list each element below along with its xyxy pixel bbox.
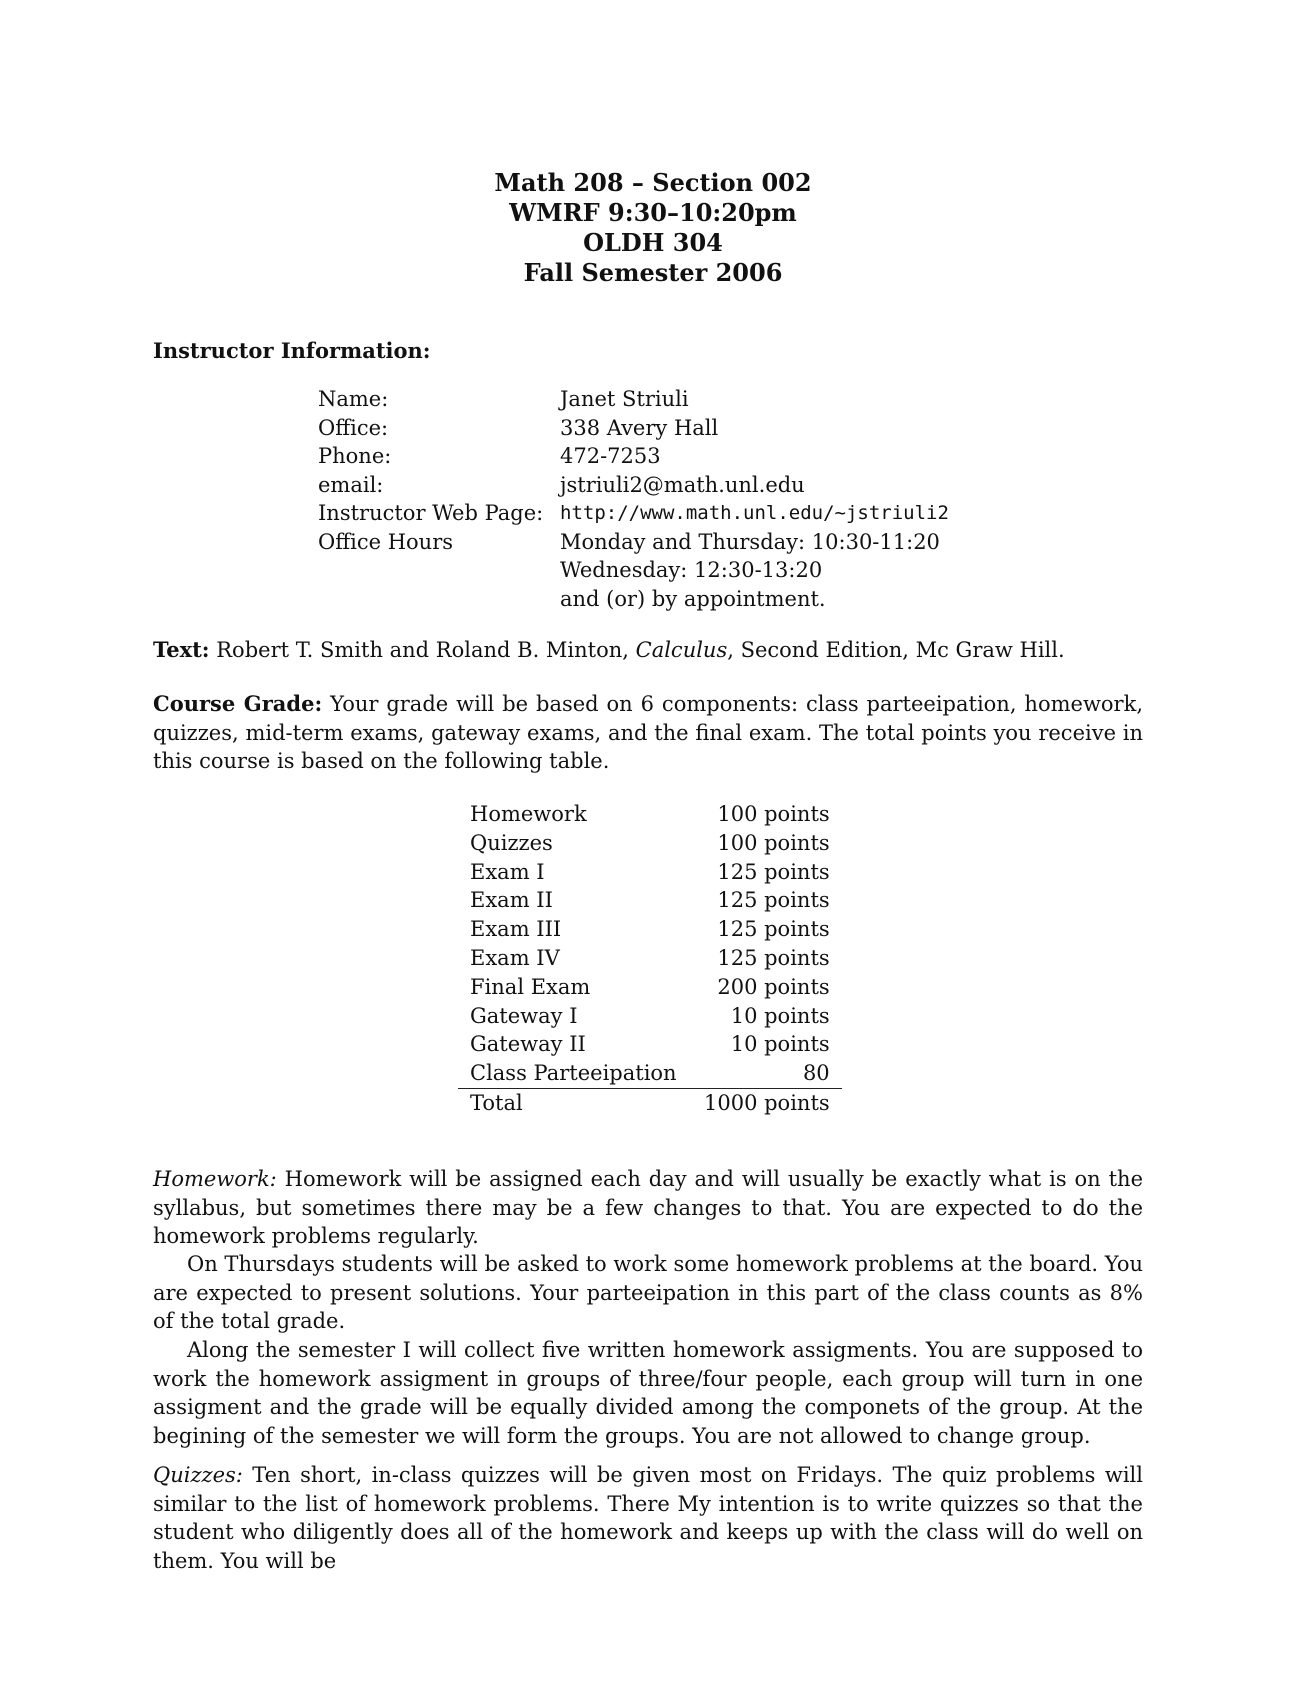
info-row-name: [318, 385, 949, 414]
grade-row: [458, 944, 842, 973]
textbook-authors: Robert T. Smith and Roland B. Minton,: [209, 638, 636, 662]
grade-total-row: [458, 1088, 842, 1117]
grade-total-points: 1000 points: [692, 1088, 842, 1117]
grade-row: [458, 1030, 842, 1059]
homework-paragraph: [153, 1165, 1143, 1251]
homework-groups-paragraph: Along the semester I will collect five written homework assigments. You are supposed to work the homework assigment in groups of three/four people, each group will turn in one assigment and the grade will be equally divided among the componets of the group. At the begining of the semester we will form the groups. You are not allowed to change group.: [153, 1338, 1143, 1448]
grade-points: 200 points: [717, 974, 830, 999]
info-label: [318, 585, 560, 614]
info-value-url[interactable]: http://www.math.unl.edu/~jstriuli2: [560, 502, 949, 524]
grade-row: [458, 1059, 842, 1088]
info-value: Janet Striuli: [560, 387, 689, 411]
info-row-web-page: [318, 499, 949, 528]
textbook-label: Text:: [153, 637, 210, 662]
info-value: 472-7253: [560, 444, 661, 468]
course-grade-paragraph: [153, 690, 1143, 776]
grade-points: 125 points: [717, 888, 830, 913]
grade-item: Quizzes: [470, 830, 553, 855]
info-label: Office Hours: [318, 529, 454, 554]
info-label: [318, 556, 560, 585]
grade-row: [458, 800, 842, 829]
course-grade-body: Your grade will be based on 6 components: class parteeipation, homework, quizzes, mid-term exams, gateway exams, and the final exam. The total points you receive in this course is based on the following table.: [153, 692, 1143, 773]
info-row-office-hours-2: [318, 556, 949, 585]
grade-item: Homework: [470, 802, 587, 826]
grade-row: [458, 858, 842, 887]
grade-row: [458, 886, 842, 915]
course-semester: Fall Semester 2006: [523, 258, 783, 287]
quizzes-body: Ten short, in-class quizzes will be given most on Fridays. The quiz problems will similar to the list of homework problems. There My intention is to write quizzes so that the student who diligently does all of the homework and keeps up with the class will do well on them. You will be: [153, 1463, 1143, 1573]
grade-points: 125 points: [717, 859, 830, 884]
info-label: Instructor Web Page:: [318, 501, 544, 525]
info-label: Name:: [318, 387, 389, 411]
grade-points: 125 points: [717, 917, 830, 942]
course-schedule: WMRF 9:30–10:20pm: [509, 198, 797, 227]
course-header: [0, 168, 1306, 288]
grade-points: 10 points: [730, 1003, 830, 1028]
course-grade-label: Course Grade:: [153, 691, 323, 716]
textbook-paragraph: [153, 636, 1143, 665]
instructor-heading: Instructor Information:: [153, 338, 431, 363]
quizzes-label: Quizzes:: [153, 1463, 243, 1487]
grade-total-label: Total: [458, 1088, 692, 1117]
info-value: 338 Avery Hall: [560, 415, 719, 440]
grade-points: 100 points: [717, 802, 830, 826]
textbook-title: Calculus: [635, 638, 728, 662]
grade-item: Gateway I: [470, 1003, 578, 1028]
grade-points: 10 points: [730, 1032, 830, 1057]
homework-label: Homework:: [153, 1167, 277, 1191]
info-label: email:: [318, 472, 384, 497]
info-row-phone: [318, 442, 949, 471]
grade-item: Final Exam: [470, 974, 591, 999]
info-value: Wednesday: 12:30-13:20: [560, 558, 823, 582]
info-row-office-hours: [318, 528, 949, 557]
textbook-edition: , Second Edition, Mc Graw Hill.: [727, 638, 1065, 662]
grade-row: [458, 973, 842, 1002]
info-row-office: [318, 414, 949, 443]
info-value-email[interactable]: jstriuli2@math.unl.edu: [560, 472, 805, 497]
grade-table: [458, 800, 842, 1118]
info-row-office-hours-3: [318, 585, 949, 614]
grade-row: [458, 829, 842, 858]
grade-item: Exam III: [470, 917, 562, 942]
course-room: OLDH 304: [583, 228, 723, 257]
grade-item: Gateway II: [470, 1032, 586, 1057]
grade-item: Class Parteeipation: [470, 1061, 677, 1086]
info-label: Phone:: [318, 444, 392, 468]
info-value: and (or) by appointment.: [560, 586, 826, 611]
info-row-email: [318, 471, 949, 500]
homework-body: Homework will be assigned each day and will usually be exactly what is on the syllabus, but sometimes there may be a few changes to that. You are expected to do the homework problems regularly.: [153, 1167, 1143, 1248]
grade-item: Exam IV: [470, 945, 560, 970]
instructor-info-table: [318, 385, 949, 613]
course-title: Math 208 – Section 002: [494, 168, 812, 197]
info-label: Office:: [318, 415, 389, 440]
homework-board-paragraph: On Thursdays students will be asked to work some homework problems at the board. You are expected to present solutions. Your parteeipation in this part of the class counts as 8% of the total grade.: [153, 1252, 1143, 1333]
quizzes-paragraph: [153, 1461, 1143, 1575]
grade-row: [458, 1002, 842, 1031]
grade-points: 125 points: [717, 945, 830, 970]
grade-row: [458, 915, 842, 944]
grade-points: 80: [802, 1061, 830, 1086]
info-value: Monday and Thursday: 10:30-11:20: [560, 529, 940, 554]
grade-item: Exam I: [470, 859, 545, 884]
grade-points: 100 points: [717, 830, 830, 855]
grade-item: Exam II: [470, 888, 553, 913]
